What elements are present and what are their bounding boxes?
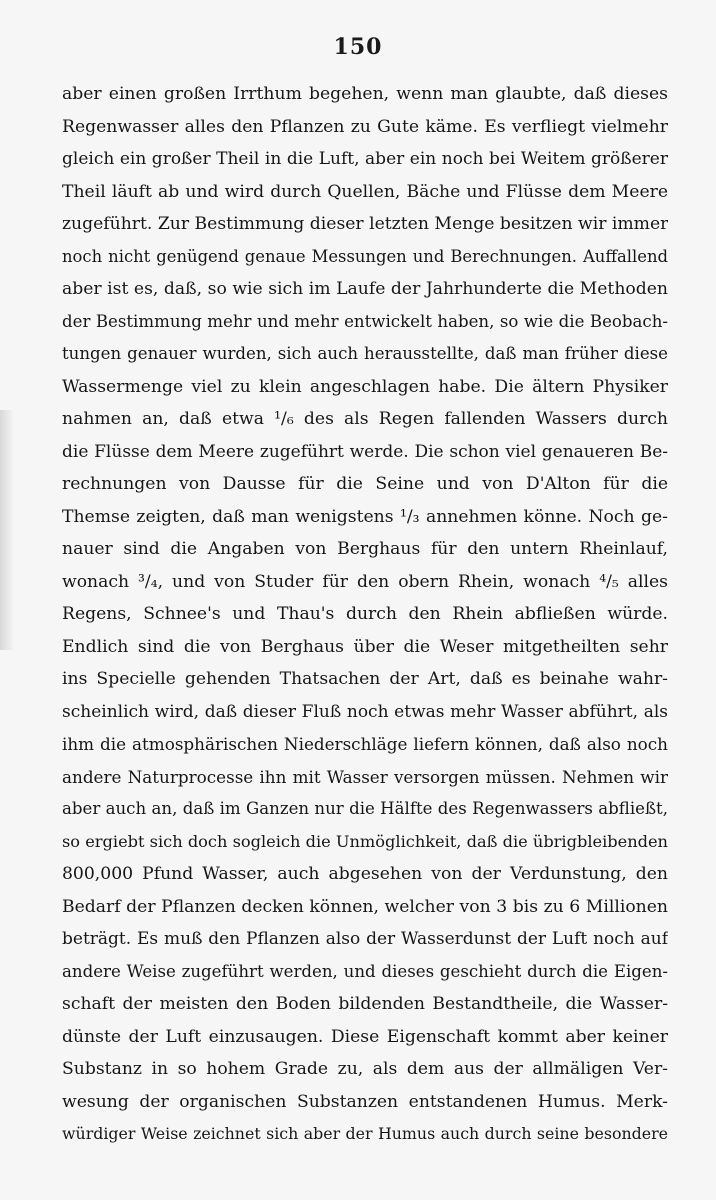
text-line: Endlich sind die von Berghaus über die Weser mitgetheilten sehr [62,636,668,657]
text-line: dünste der Luft einzusaugen. Diese Eigenschaft kommt aber keiner [62,1026,668,1047]
text-line: 800,000 Pfund Wasser, auch abgesehen von der Verdunstung, den [62,864,668,884]
text-line: Bedarf der Pflanzen decken können, welcher von 3 bis zu 6 Millionen [62,896,668,917]
text-line: die Flüsse dem Meere zugeführt werde. Die schon viel genaueren Be- [62,441,668,462]
text-line: so ergiebt sich doch sogleich die Unmöglichkeit, daß die übrigbleibenden [62,831,668,851]
text-line: rechnungen von Dausse für die Seine und von D'Alton für die [62,474,668,494]
text-line: tungen genauer wurden, sich auch herausstellte, daß man früher diese [62,344,668,363]
text-line: nahmen an, daß etwa ¹/₆ des als Regen fallenden Wassers durch [62,409,668,429]
text-line: würdiger Weise zeichnet sich aber der Humus auch durch seine besondere [62,1124,668,1143]
text-line: andere Weise zugeführt werden, und dieses geschieht durch die Eigen- [62,961,668,981]
text-line: andere Naturprocesse ihn mit Wasser versorgen müssen. Nehmen wir [62,766,668,787]
text-line: aber ist es, daß, so wie sich im Laufe der Jahrhunderte die Methoden [62,279,668,299]
text-line: nauer sind die Angaben von Berghaus für den untern Rheinlauf, [62,539,668,559]
text-line: beträgt. Es muß den Pflanzen also der Wasserdunst der Luft noch auf [62,929,668,949]
text-line: der Bestimmung mehr und mehr entwickelt haben, so wie die Beobach- [62,311,668,331]
text-line: zugeführt. Zur Bestimmung dieser letzten Menge besitzen wir immer [62,214,668,234]
text-line: Wassermenge viel zu klein angeschlagen habe. Die ältern Physiker [62,376,668,397]
text-line: Theil läuft ab und wird durch Quellen, Bäche und Flüsse dem Meere [62,181,668,202]
text-line: schaft der meisten den Boden bildenden Bestandtheile, die Wasser- [62,994,668,1014]
text-line: Regenwasser alles den Pflanzen zu Gute käme. Es verfliegt vielmehr [62,116,668,137]
page-number: 150 [333,34,383,60]
text-line: gleich ein großer Theil in die Luft, aber ein noch bei Weitem größerer [62,149,668,169]
text-line: Regens, Schnee's und Thau's durch den Rhein abfließen würde. [62,604,668,624]
text-line: aber einen großen Irrthum begehen, wenn man glaubte, daß dieses [62,84,668,104]
text-line: Substanz in so hohem Grade zu, als dem aus der allmäligen Ver- [62,1059,668,1079]
text-line: Themse zeigten, daß man wenigstens ¹/₃ annehmen könne. Noch ge- [62,506,668,527]
text-line: noch nicht genügend genaue Messungen und Berechnungen. Auffallend [62,246,668,266]
text-line: ihm die atmosphärischen Niederschläge liefern können, daß also noch [62,734,668,754]
text-line: ins Specielle gehenden Thatsachen der Art, daß es beinahe wahr- [62,669,668,689]
text-line: aber auch an, daß im Ganzen nur die Hälfte des Regenwassers abfließt, [62,799,668,818]
text-line: wonach ³/₄, und von Studer für den obern Rhein, wonach ⁴/₅ alles [62,571,668,592]
text-line: scheinlich wird, daß dieser Fluß noch etwas mehr Wasser abführt, als [62,701,668,722]
page-edge-shadow [0,410,14,650]
text-line: wesung der organischen Substanzen entstandenen Humus. Merk- [62,1091,668,1112]
body-text [62,78,668,1151]
